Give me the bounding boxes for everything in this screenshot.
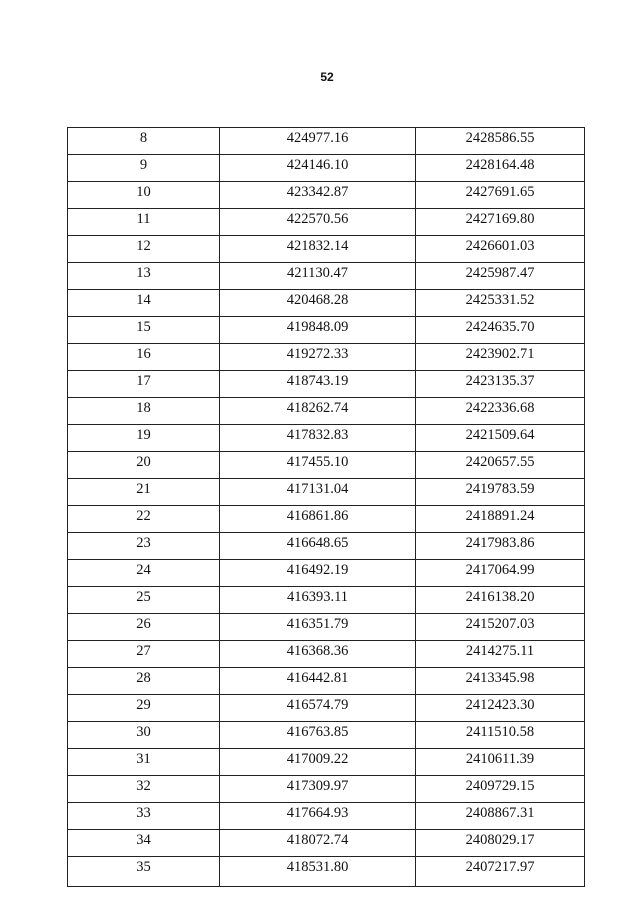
y-coordinate-cell: 2410611.39 [416, 749, 585, 776]
x-coordinate-cell: 416648.65 [220, 533, 416, 560]
y-coordinate-cell: 2407217.97 [416, 857, 585, 887]
x-coordinate-cell: 416861.86 [220, 506, 416, 533]
table-row [68, 533, 585, 560]
table-row [68, 290, 585, 317]
y-coordinate-cell: 2419783.59 [416, 479, 585, 506]
y-coordinate-cell: 2427169.80 [416, 209, 585, 236]
point-number-cell: 24 [68, 560, 220, 587]
x-coordinate-cell: 418531.80 [220, 857, 416, 887]
x-coordinate-cell: 416574.79 [220, 695, 416, 722]
point-number-cell: 10 [68, 182, 220, 209]
y-coordinate-cell: 2411510.58 [416, 722, 585, 749]
table-row [68, 506, 585, 533]
y-coordinate-cell: 2422336.68 [416, 398, 585, 425]
point-number-cell: 32 [68, 776, 220, 803]
table-row [68, 776, 585, 803]
y-coordinate-cell: 2424635.70 [416, 317, 585, 344]
point-number-cell: 17 [68, 371, 220, 398]
point-number-cell: 22 [68, 506, 220, 533]
x-coordinate-cell: 418262.74 [220, 398, 416, 425]
y-coordinate-cell: 2416138.20 [416, 587, 585, 614]
page-number: 52 [320, 70, 334, 84]
x-coordinate-cell: 423342.87 [220, 182, 416, 209]
x-coordinate-cell: 416442.81 [220, 668, 416, 695]
y-coordinate-cell: 2414275.11 [416, 641, 585, 668]
table-row [68, 317, 585, 344]
y-coordinate-cell: 2425331.52 [416, 290, 585, 317]
x-coordinate-cell: 419272.33 [220, 344, 416, 371]
coordinates-table-body [68, 128, 585, 887]
table-row [68, 425, 585, 452]
x-coordinate-cell: 422570.56 [220, 209, 416, 236]
point-number-cell: 18 [68, 398, 220, 425]
point-number-cell: 23 [68, 533, 220, 560]
table-row [68, 452, 585, 479]
table-row [68, 614, 585, 641]
table-row [68, 668, 585, 695]
x-coordinate-cell: 417309.97 [220, 776, 416, 803]
x-coordinate-cell: 424977.16 [220, 128, 416, 155]
x-coordinate-cell: 418743.19 [220, 371, 416, 398]
point-number-cell: 9 [68, 155, 220, 182]
table-row [68, 857, 585, 887]
table-row [68, 209, 585, 236]
point-number-cell: 34 [68, 830, 220, 857]
x-coordinate-cell: 416368.36 [220, 641, 416, 668]
table-row [68, 263, 585, 290]
point-number-cell: 14 [68, 290, 220, 317]
y-coordinate-cell: 2408029.17 [416, 830, 585, 857]
table-row [68, 398, 585, 425]
point-number-cell: 15 [68, 317, 220, 344]
y-coordinate-cell: 2409729.15 [416, 776, 585, 803]
y-coordinate-cell: 2412423.30 [416, 695, 585, 722]
table-row [68, 236, 585, 263]
x-coordinate-cell: 421130.47 [220, 263, 416, 290]
point-number-cell: 11 [68, 209, 220, 236]
coordinates-table [67, 127, 585, 887]
table-row [68, 722, 585, 749]
table-row [68, 344, 585, 371]
point-number-cell: 8 [68, 128, 220, 155]
y-coordinate-cell: 2408867.31 [416, 803, 585, 830]
table-row [68, 371, 585, 398]
x-coordinate-cell: 417664.93 [220, 803, 416, 830]
x-coordinate-cell: 421832.14 [220, 236, 416, 263]
point-number-cell: 26 [68, 614, 220, 641]
table-row [68, 182, 585, 209]
point-number-cell: 28 [68, 668, 220, 695]
x-coordinate-cell: 417832.83 [220, 425, 416, 452]
point-number-cell: 20 [68, 452, 220, 479]
table-row [68, 560, 585, 587]
y-coordinate-cell: 2425987.47 [416, 263, 585, 290]
x-coordinate-cell: 420468.28 [220, 290, 416, 317]
y-coordinate-cell: 2417983.86 [416, 533, 585, 560]
y-coordinate-cell: 2421509.64 [416, 425, 585, 452]
x-coordinate-cell: 418072.74 [220, 830, 416, 857]
x-coordinate-cell: 424146.10 [220, 155, 416, 182]
point-number-cell: 21 [68, 479, 220, 506]
x-coordinate-cell: 416393.11 [220, 587, 416, 614]
y-coordinate-cell: 2423135.37 [416, 371, 585, 398]
point-number-cell: 31 [68, 749, 220, 776]
y-coordinate-cell: 2426601.03 [416, 236, 585, 263]
table-row [68, 155, 585, 182]
y-coordinate-cell: 2415207.03 [416, 614, 585, 641]
y-coordinate-cell: 2428164.48 [416, 155, 585, 182]
table-row [68, 587, 585, 614]
point-number-cell: 12 [68, 236, 220, 263]
point-number-cell: 33 [68, 803, 220, 830]
coordinates-table-container [67, 127, 584, 887]
point-number-cell: 13 [68, 263, 220, 290]
y-coordinate-cell: 2420657.55 [416, 452, 585, 479]
point-number-cell: 25 [68, 587, 220, 614]
x-coordinate-cell: 416763.85 [220, 722, 416, 749]
x-coordinate-cell: 417455.10 [220, 452, 416, 479]
point-number-cell: 27 [68, 641, 220, 668]
x-coordinate-cell: 416351.79 [220, 614, 416, 641]
x-coordinate-cell: 417131.04 [220, 479, 416, 506]
table-row [68, 128, 585, 155]
table-row [68, 479, 585, 506]
table-row [68, 641, 585, 668]
table-row [68, 830, 585, 857]
x-coordinate-cell: 416492.19 [220, 560, 416, 587]
y-coordinate-cell: 2413345.98 [416, 668, 585, 695]
y-coordinate-cell: 2427691.65 [416, 182, 585, 209]
y-coordinate-cell: 2428586.55 [416, 128, 585, 155]
point-number-cell: 19 [68, 425, 220, 452]
table-row [68, 749, 585, 776]
point-number-cell: 29 [68, 695, 220, 722]
table-row [68, 695, 585, 722]
y-coordinate-cell: 2423902.71 [416, 344, 585, 371]
point-number-cell: 30 [68, 722, 220, 749]
x-coordinate-cell: 419848.09 [220, 317, 416, 344]
point-number-cell: 16 [68, 344, 220, 371]
x-coordinate-cell: 417009.22 [220, 749, 416, 776]
y-coordinate-cell: 2417064.99 [416, 560, 585, 587]
table-row [68, 803, 585, 830]
point-number-cell: 35 [68, 857, 220, 887]
y-coordinate-cell: 2418891.24 [416, 506, 585, 533]
